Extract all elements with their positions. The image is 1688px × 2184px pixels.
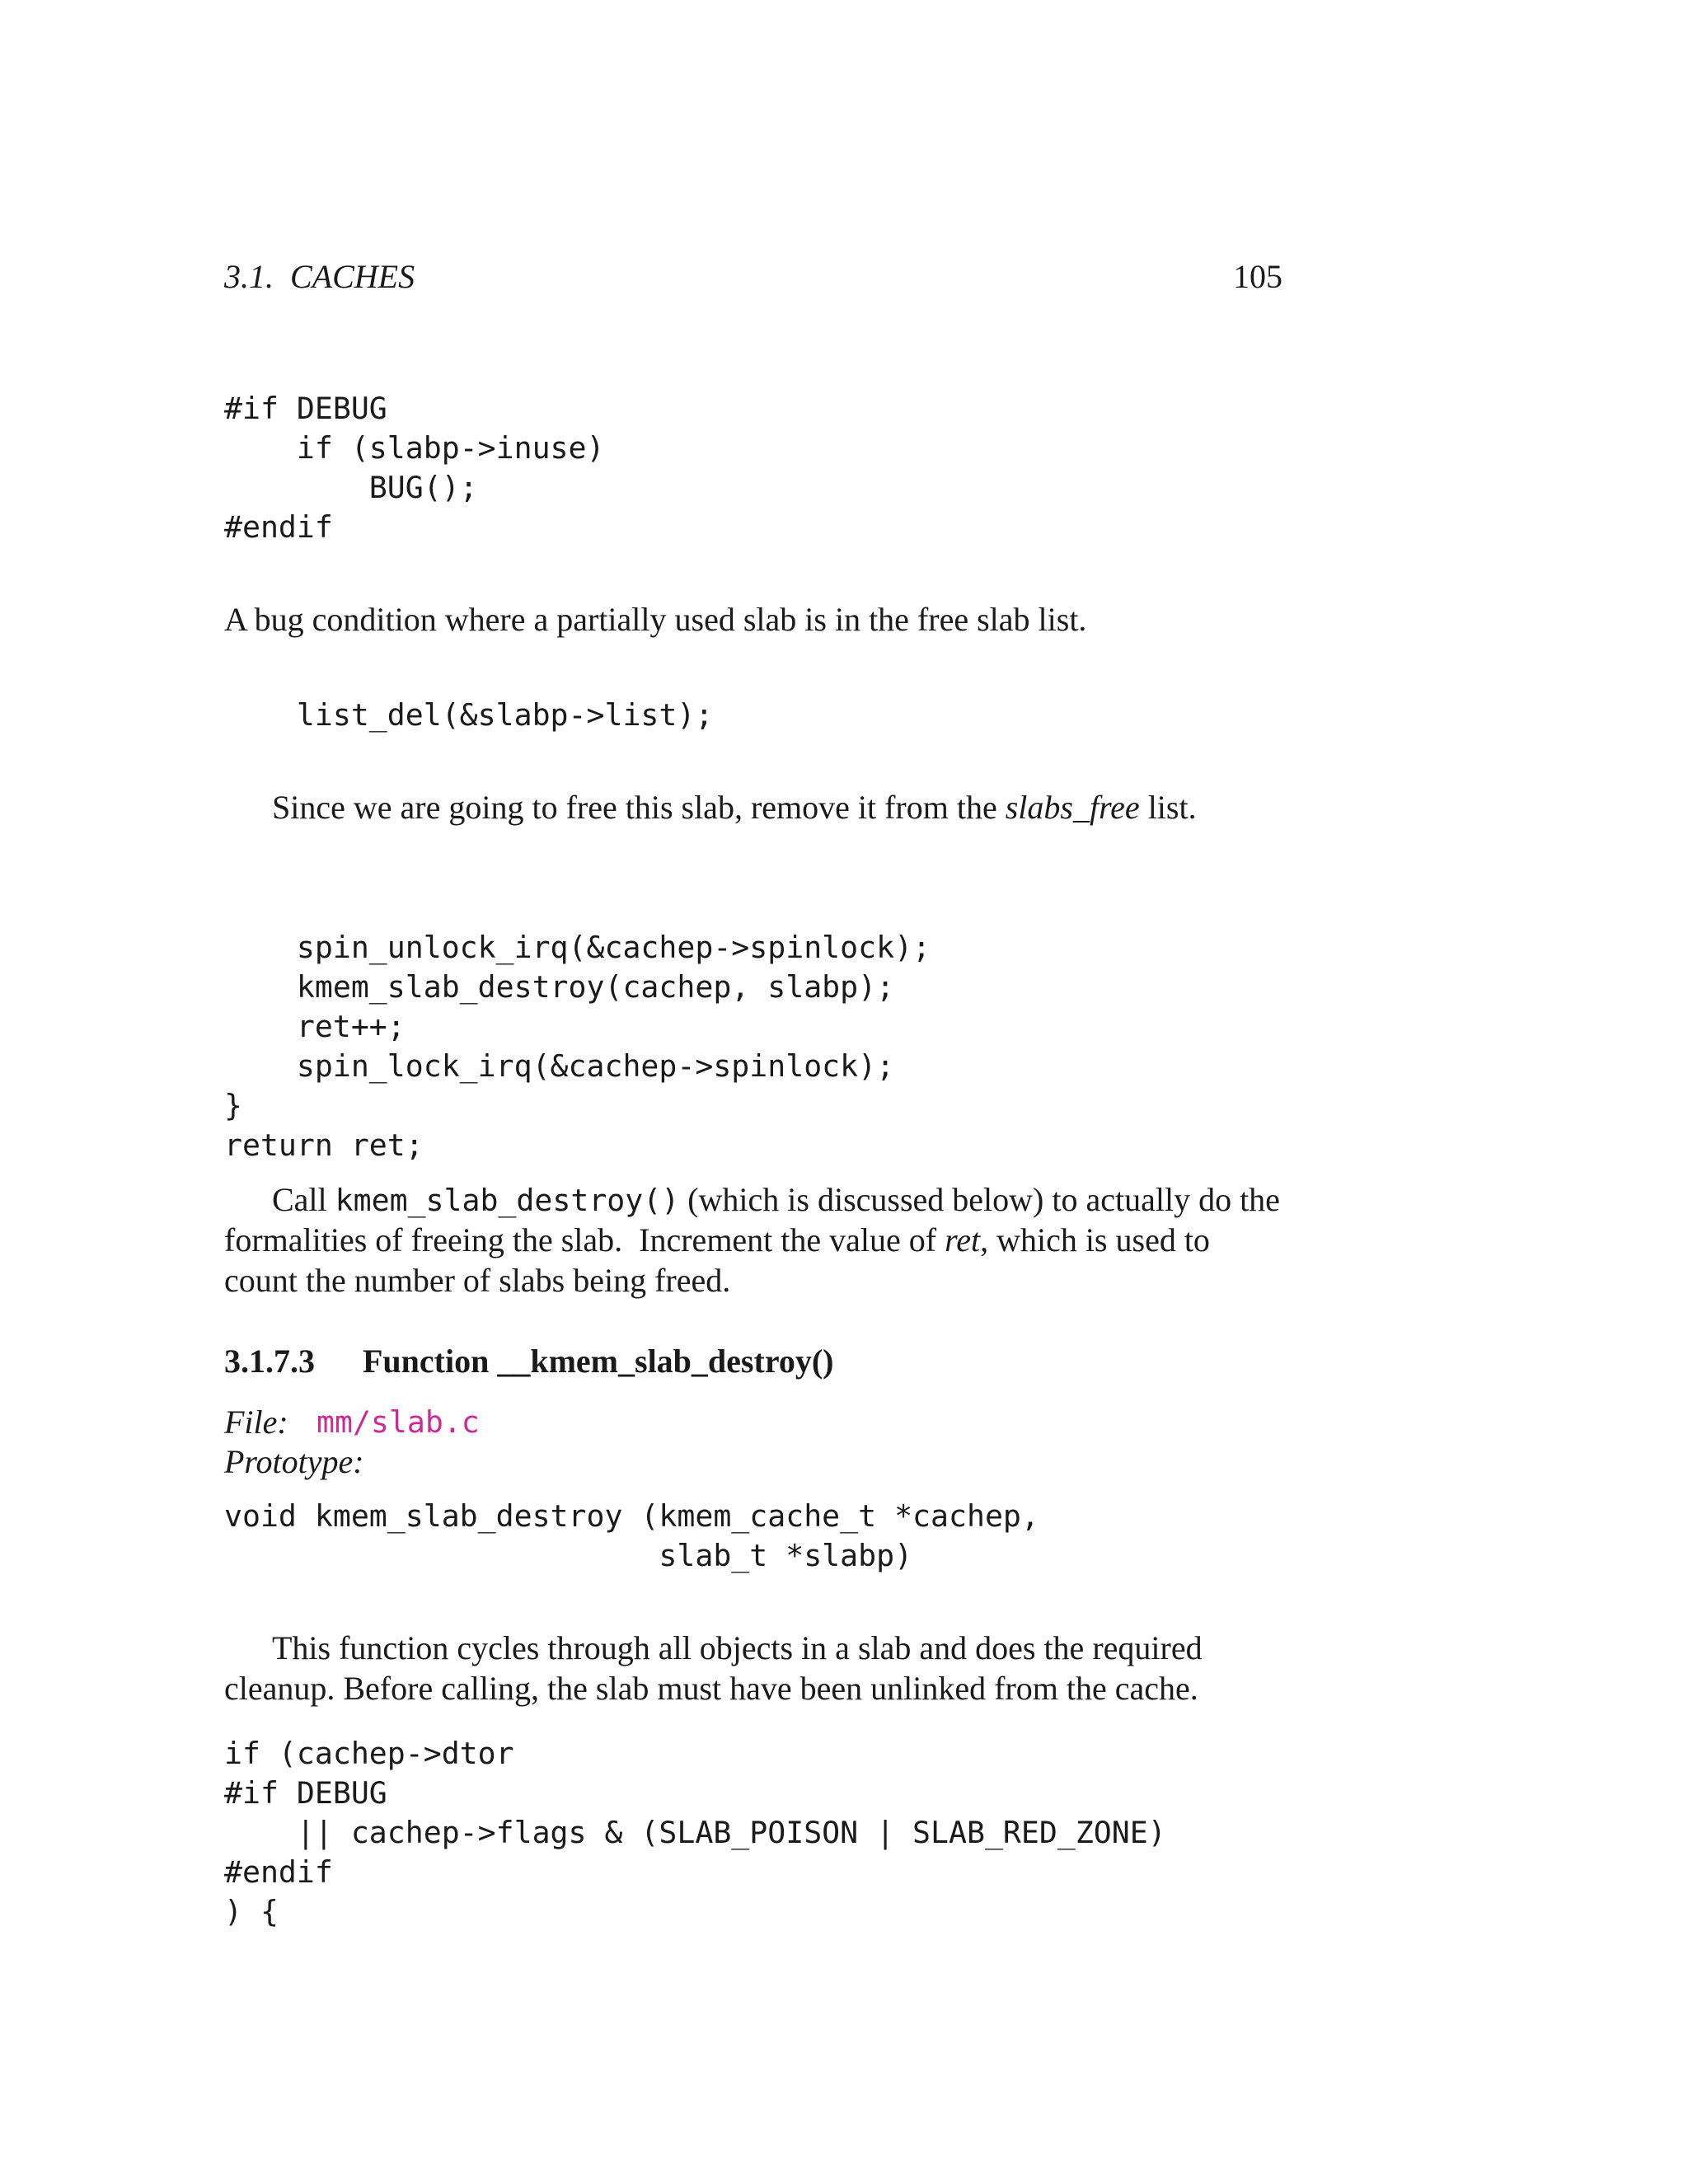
code-line: kmem_slab_destroy(cachep, slabp); [224,969,895,1005]
code-line: ret++; [224,1009,406,1044]
code-line: || cachep->flags & (SLAB_POISON | SLAB_RED_ZONE) [224,1815,1166,1850]
text-run: formalities of freeing the slab. Increment the value of [224,1221,945,1258]
emphasis-text: ret [945,1221,981,1258]
section-number: 3.1.7.3 [224,1343,315,1380]
file-link[interactable]: mm/slab.c [316,1404,480,1440]
paragraph-line: count the number of slabs being freed. [224,1262,731,1299]
code-line: } [224,1088,242,1123]
paragraph-line [272,1180,1280,1219]
running-header-section: 3.1. CACHES [224,258,415,295]
paragraph-line: This function cycles through all objects in a slab and does the required [272,1629,1203,1666]
section-title: Function __kmem_slab_destroy() [363,1343,834,1380]
code-line: void kmem_slab_destroy (kmem_cache_t *cachep, [224,1498,1039,1534]
code-line: spin_lock_irq(&cachep->spinlock); [224,1048,895,1084]
code-line: if (slabp->inuse) [224,430,605,466]
text-run: list. [1139,789,1197,826]
code-line: #if DEBUG [224,1775,387,1811]
paragraph: A bug condition where a partially used slab is in the free slab list. [224,601,1087,638]
paragraph [272,788,1197,827]
file-label: File: [224,1404,288,1441]
code-line: ) { [224,1894,279,1929]
page-number: 105 [1233,258,1282,295]
code-line: #if DEBUG [224,391,387,426]
code-line: if (cachep->dtor [224,1736,514,1771]
prototype-label: Prototype: [224,1443,364,1480]
paragraph-line [224,1221,1210,1259]
paragraph-line: cleanup. Before calling, the slab must have been unlinked from the cache. [224,1670,1198,1707]
emphasis-text: slabs_free [1005,789,1140,826]
text-run: , which is used to [980,1221,1210,1258]
text-run: Since we are going to free this slab, remove it from the [272,789,1006,826]
code-line: slab_t *slabp) [224,1538,913,1573]
code-line: list_del(&slabp->list); [224,697,714,733]
code-line: return ret; [224,1127,424,1163]
code-line: #endif [224,1854,333,1890]
inline-code: kmem_slab_destroy() [335,1183,680,1218]
code-line: spin_unlock_irq(&cachep->spinlock); [224,930,931,965]
text-run: Call [272,1181,335,1218]
text-run: (which is discussed below) to actually do the [679,1181,1280,1218]
code-line: #endif [224,509,333,545]
code-line: BUG(); [224,470,478,505]
